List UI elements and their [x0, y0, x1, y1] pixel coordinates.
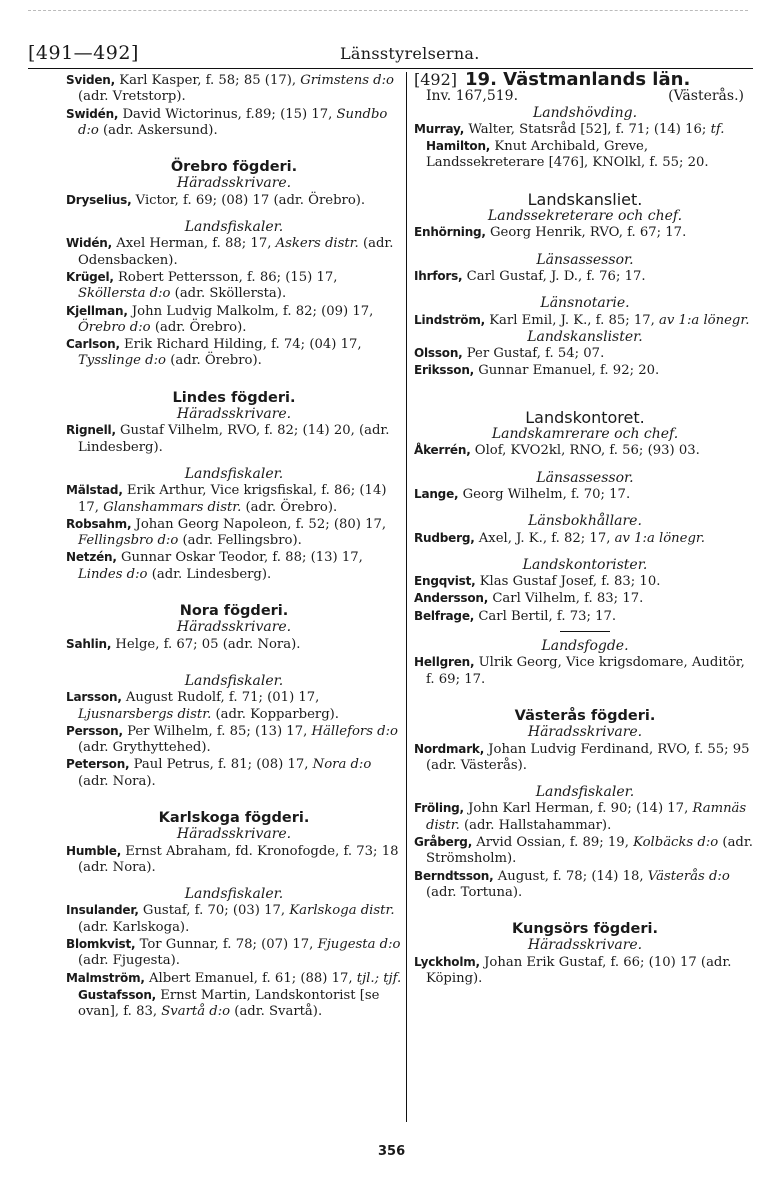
entry: Peterson, Paul Petrus, f. 81; (08) 17, Nora d:o (adr. Nora). — [66, 757, 372, 789]
entry: Fröling, John Karl Herman, f. 90; (14) 17, Ramnäs distr. (adr. Hallstahammar). — [414, 801, 747, 833]
running-title: Länsstyrelserna. — [340, 44, 480, 63]
entry-name: Ihrfors, — [414, 268, 463, 283]
entry-name: Hellgren, — [414, 655, 475, 670]
entry-name: Rudberg, — [414, 530, 475, 545]
entry: Eriksson, Gunnar Emanuel, f. 92; 20. — [414, 363, 660, 379]
entry: Berndtsson, August, f. 78; (14) 18, Västerås d:o (adr. Tortuna). — [414, 868, 730, 900]
section-heading: Örebro fögderi. — [170, 159, 298, 176]
entry-name: Insulander, — [66, 903, 139, 918]
entry-name: Persson, — [66, 723, 123, 738]
subheading: Länsbokhållare. — [528, 513, 642, 530]
entry-name: Murray, — [414, 121, 465, 136]
entry: Lyckholm, Johan Erik Gustaf, f. 66; (10) 17 (adr. Köping). — [414, 954, 732, 987]
entry: Blomkvist, Tor Gunnar, f. 78; (07) 17, Fjugesta d:o (adr. Fjugesta). — [66, 937, 401, 969]
left-column — [66, 72, 402, 1021]
entry-name: Kjellman, — [66, 303, 128, 318]
entry: Gråberg, Arvid Ossian, f. 89; 19, Kolbäcks d:o (adr. Strömsholm). — [414, 834, 753, 867]
entry-name: Belfrage, — [414, 608, 475, 623]
entry-name: Widén, — [66, 236, 112, 251]
section-heading: Västerås fögderi. — [514, 707, 656, 724]
subheading: Landsfiskaler. — [184, 465, 284, 482]
entry-name: Peterson, — [66, 757, 130, 772]
entry: Murray, Walter, Statsråd [52], f. 71; (14) 16; tf. Hamilton, Knut Archibald, Greve, Landssekreterare [476], KNOlkl, f. 55; 20. — [414, 121, 725, 171]
subheading: Landsfiskaler. — [535, 784, 635, 801]
entry-name: Andersson, — [414, 591, 489, 606]
entry: Lindström, Karl Emil, J. K., f. 85; 17, av 1:a lönegr. — [414, 312, 750, 328]
subheading: Häradsskrivare. — [527, 937, 643, 954]
entry-name: Robsahm, — [66, 516, 132, 531]
entry-name: Krügel, — [66, 269, 114, 284]
entry: Enhörning, Georg Henrik, RVO, f. 67; 17. — [414, 225, 687, 241]
entry-name: Fröling, — [414, 801, 464, 816]
entry-name: Hamilton, — [426, 139, 491, 154]
entry-name: Berndtsson, — [414, 868, 494, 883]
subheading: Landskanslister. — [527, 328, 643, 345]
entry-name: Larsson, — [66, 690, 122, 705]
subheading: Häradsskrivare. — [527, 724, 643, 741]
section-heading: Karlskoga fögderi. — [158, 809, 310, 826]
county-title: [492] 19. Västmanlands län. — [414, 69, 691, 90]
page-range: [491—492] — [28, 42, 139, 64]
subheading: Häradsskrivare. — [176, 175, 292, 192]
entry: Rudberg, Axel, J. K., f. 82; 17, av 1:a lönegr. — [414, 530, 705, 546]
entry-name: Lindström, — [414, 312, 485, 327]
subheading: Landsfiskaler. — [184, 886, 284, 903]
entry-name: Blomkvist, — [66, 937, 136, 952]
entry: Nordmark, Johan Ludvig Ferdinand, RVO, f. 55; 95 (adr. Västerås). — [414, 741, 750, 773]
entry-name: Mälstad, — [66, 483, 123, 498]
section-heading: Landskontoret. — [525, 407, 645, 427]
subheading: Länsassessor. — [536, 469, 634, 486]
entry-name: Malmström, — [66, 970, 145, 985]
subheading: Häradsskrivare. — [176, 406, 292, 423]
entry-name: Rignell, — [66, 423, 116, 438]
entry: Mälstad, Erik Arthur, Vice krigsfiskal, f. 86; (14) 17, Glanshammars distr. (adr. Örebro). — [66, 483, 387, 515]
entry: Insulander, Gustaf, f. 70; (03) 17, Karlskoga distr. (adr. Karlskoga). — [66, 903, 395, 935]
entry: Netzén, Gunnar Oskar Teodor, f. 88; (13) 17, Lindes d:o (adr. Lindesberg). — [66, 550, 363, 582]
entry: Rignell, Gustaf Vilhelm, RVO, f. 82; (14) 20, (adr. Lindesberg). — [66, 423, 390, 455]
entry-name: Olsson, — [414, 346, 463, 361]
section-heading: Landskansliet. — [527, 189, 643, 209]
entry: Krügel, Robert Pettersson, f. 86; (15) 17, Sköllersta d:o (adr. Sköllersta). — [66, 269, 338, 302]
subheading: Häradsskrivare. — [176, 826, 292, 843]
entry: Olsson, Per Gustaf, f. 54; 07. — [414, 346, 605, 362]
column-divider — [406, 72, 407, 1122]
entry-name: Åkerrén, — [414, 443, 471, 458]
scan-edge-rule — [28, 10, 748, 11]
subheading: Landshövding. — [532, 104, 638, 121]
entry-name: Carlson, — [66, 337, 120, 352]
page-number: 356 — [378, 1144, 406, 1159]
entry: Engqvist, Klas Gustaf Josef, f. 83; 10. — [414, 574, 661, 590]
entry: Dryselius, Victor, f. 69; (08) 17 (adr. Örebro). — [66, 192, 366, 208]
entry-name: Dryselius, — [66, 192, 132, 207]
county-info: Inv. 167,519. (Västerås.) — [426, 88, 744, 105]
subheading: Landssekreterare och chef. — [487, 208, 683, 225]
subheading: Häradsskrivare. — [176, 619, 292, 636]
section-heading: Kungsörs fögderi. — [512, 921, 658, 938]
entry: Sviden, Karl Kasper, f. 58; 85 (17), Grimstens d:o (adr. Vretstorp). — [66, 73, 394, 105]
entry-name: Nordmark, — [414, 741, 485, 756]
entry: Sahlin, Helge, f. 67; 05 (adr. Nora). — [66, 636, 301, 652]
section-heading: Lindes fögderi. — [172, 389, 296, 406]
entry-name: Lange, — [414, 486, 459, 501]
entry-name: Gråberg, — [414, 834, 473, 849]
entry: Andersson, Carl Vilhelm, f. 83; 17. — [414, 591, 644, 607]
subheading: Landskontorister. — [522, 556, 648, 573]
entry: Belfrage, Carl Bertil, f. 73; 17. — [414, 608, 617, 624]
subheading: Länsnotarie. — [540, 295, 630, 312]
entry: Widén, Axel Herman, f. 88; 17, Askers distr. (adr. Odensbacken). — [66, 236, 394, 268]
entry-name: Sviden, — [66, 73, 116, 87]
page-ref: [492] — [414, 70, 458, 89]
subheading: Landsfogde. — [541, 638, 629, 655]
entry-name: Engqvist, — [414, 574, 476, 589]
entry-name: Enhörning, — [414, 225, 486, 240]
entry-name: Eriksson, — [414, 363, 475, 378]
entry: Humble, Ernst Abraham, fd. Kronofogde, f. 73; 18 (adr. Nora). — [66, 843, 399, 875]
subheading: Landsfiskaler. — [184, 219, 284, 236]
subheading: Länsassessor. — [536, 251, 634, 268]
entry-name: Lyckholm, — [414, 954, 480, 969]
section-rule — [560, 631, 610, 632]
entry-name: Swidén, — [66, 106, 119, 121]
entry: Åkerrén, Olof, KVO2kl, RNO, f. 56; (93) 03. — [414, 443, 700, 459]
entry: Hellgren, Ulrik Georg, Vice krigsdomare, Auditör, f. 69; 17. — [414, 655, 745, 687]
entry: Persson, Per Wilhelm, f. 85; (13) 17, Hällefors d:o (adr. Grythyttehed). — [66, 723, 398, 756]
entry: Robsahm, Johan Georg Napoleon, f. 52; (80) 17, Fellingsbro d:o (adr. Fellingsbro). — [66, 516, 387, 549]
section-heading: Nora fögderi. — [179, 603, 289, 620]
entry: Lange, Georg Wilhelm, f. 70; 17. — [414, 486, 631, 502]
entry: Ihrfors, Carl Gustaf, J. D., f. 76; 17. — [414, 268, 646, 284]
subheading: Landsfiskaler. — [184, 672, 284, 689]
entry: Kjellman, John Ludvig Malkolm, f. 82; (09) 17, Örebro d:o (adr. Örebro). — [66, 303, 374, 335]
entry-name: Humble, — [66, 843, 122, 858]
entry: Carlson, Erik Richard Hilding, f. 74; (04) 17, Tysslinge d:o (adr. Örebro). — [66, 337, 362, 369]
entry: Malmström, Albert Emanuel, f. 61; (88) 17, tjl.; tjf. Gustafsson, Ernst Martin, Landskontorist [se ovan], f. 83, Svartå d:o (adr. Svartå). — [66, 970, 402, 1020]
entry: Larsson, August Rudolf, f. 71; (01) 17, Ljusnarsbergs distr. (adr. Kopparberg). — [66, 690, 339, 722]
entry-name: Netzén, — [66, 550, 117, 565]
right-column — [414, 69, 756, 987]
entry-name: Sahlin, — [66, 636, 112, 651]
entry-name: Gustafsson, — [78, 987, 157, 1002]
entry: Swidén, David Wictorinus, f.89; (15) 17, Sundbo d:o (adr. Askersund). — [66, 106, 388, 138]
subheading: Landskamrerare och chef. — [491, 426, 679, 443]
